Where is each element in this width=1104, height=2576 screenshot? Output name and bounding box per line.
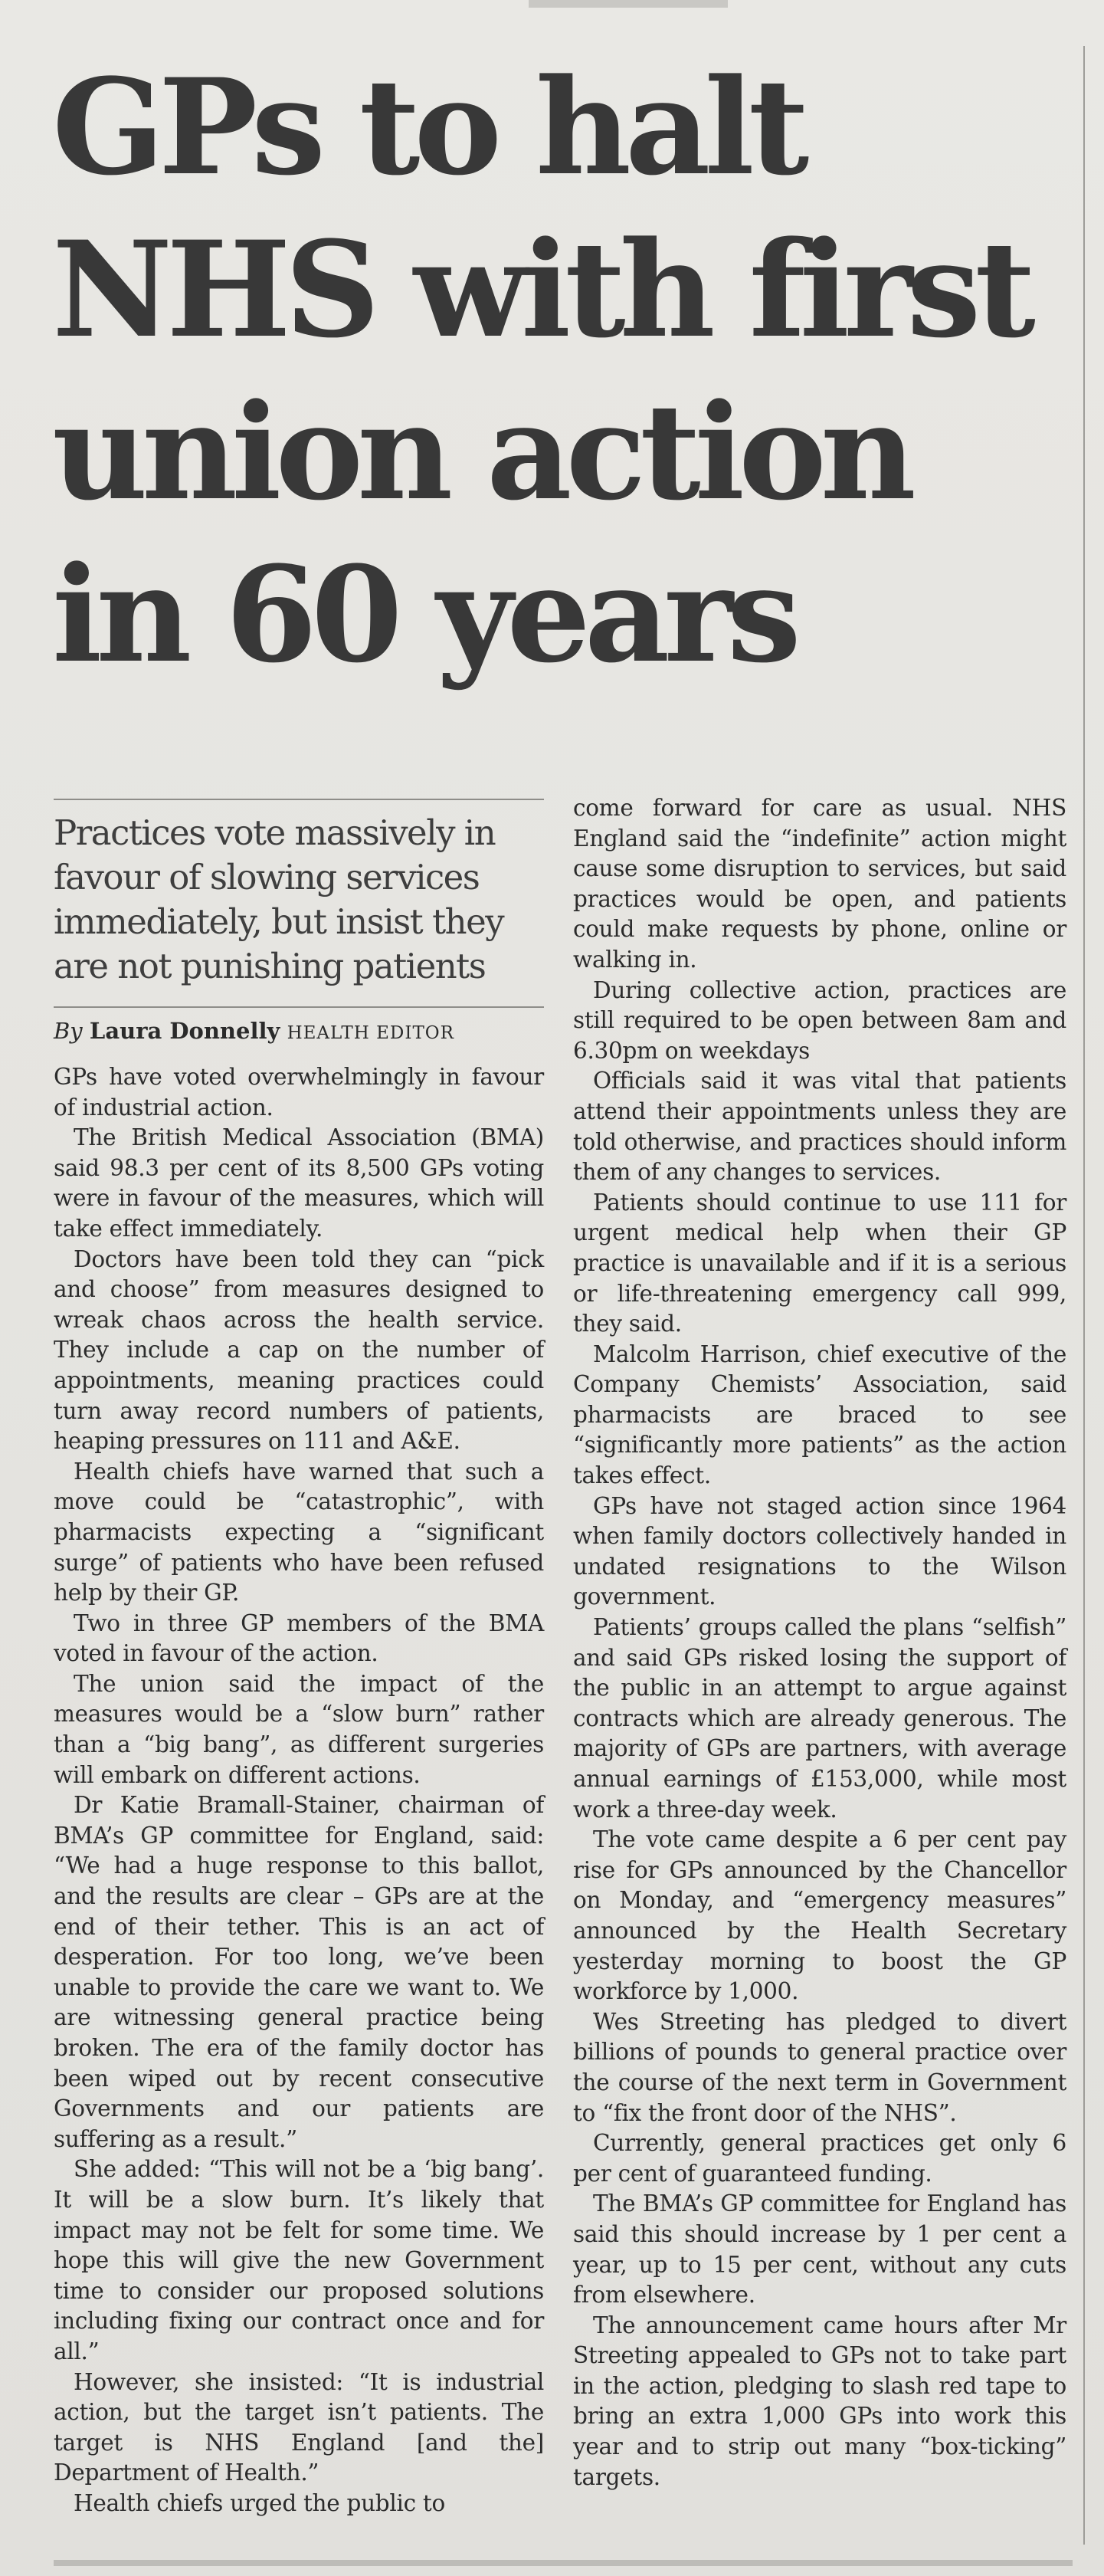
headline bbox=[52, 46, 1071, 696]
paragraph: Currently, general practices get only 6 per cent of guaranteed funding. bbox=[573, 2130, 1066, 2187]
article-column-2 bbox=[573, 793, 1066, 2492]
paragraph: The vote came despite a 6 per cent pay rise for GPs announced by the Chancellor on Monday, and “emergency measures” announced by the Health Secretary yesterday morning to boost the GP workforce by 1,000. bbox=[573, 1826, 1066, 2005]
column-edge-rule bbox=[1083, 46, 1085, 2545]
standfirst: Practices vote massively in favour of slowing services immediately, but insist they are not punishing patients bbox=[54, 812, 504, 986]
bottom-divider bbox=[54, 2560, 1073, 2566]
paragraph: Malcolm Harrison, chief executive of the Company Chemists’ Association, said pharmacists are braced to see “significantly more patients” as the action takes effect. bbox=[573, 1341, 1066, 1489]
byline bbox=[54, 1016, 552, 1048]
paragraph: Doctors have been told they can “pick and choose” from measures designed to wreak chaos across the health service. They include a cap on the number of appointments, meaning practices could turn away record numbers of patients, heaping pressures on 111 and A&E. bbox=[54, 1245, 544, 1455]
byline-role: HEALTH EDITOR bbox=[287, 1023, 454, 1043]
headline-line: union action bbox=[52, 374, 910, 530]
paragraph: Wes Streeting has pledged to divert billions of pounds to general practice over the course of the next term in Government to “fix the front door of the NHS”. bbox=[573, 2008, 1066, 2126]
paragraph: She added: “This will not be a ‘big bang’. It will be a slow burn. It’s likely that impact may not be felt for some time. We hope this will give the new Government time to consider our proposed solutions including fixing our contract once and for all.” bbox=[54, 2156, 544, 2364]
paragraph: The British Medical Association (BMA) said 98.3 per cent of its 8,500 GPs voting were in favour of the measures, which will take effect immediately. bbox=[54, 1124, 544, 1242]
paragraph: The union said the impact of the measures would be a “slow burn” rather than a “big bang”, as different surgeries will embark on different actions. bbox=[54, 1670, 544, 1788]
headline-line: in 60 years bbox=[52, 537, 795, 692]
paragraph: Patients should continue to use 111 for urgent medical help when their GP practice is unavailable and if it is a serious or life-threatening emergency call 999, they said. bbox=[573, 1189, 1066, 1337]
paragraph: GPs have not staged action since 1964 when family doctors collectively handed in undated resignations to the Wilson government. bbox=[573, 1492, 1066, 1610]
paragraph: However, she insisted: “It is industrial action, but the target isn’t patients. The target is NHS England [and the] Department of Health.” bbox=[54, 2368, 544, 2486]
standfirst-divider-bottom bbox=[54, 1006, 544, 1008]
paragraph: come forward for care as usual. NHS England said the “indefinite” action might cause some disruption to services, but said practices would be open, and patients could make requests by phone, online or walking in. bbox=[573, 795, 1066, 973]
byline-prefix: By bbox=[54, 1018, 83, 1044]
paragraph: Two in three GP members of the BMA voted in favour of the action. bbox=[54, 1610, 544, 1667]
paragraph: Health chiefs have warned that such a move could be “catastrophic”, with pharmacists expecting a “significant surge” of patients who have been refused help by their GP. bbox=[54, 1458, 544, 1606]
torn-top-edge bbox=[529, 0, 728, 8]
paragraph: During collective action, practices are still required to be open between 8am and 6.30pm on weekdays bbox=[573, 976, 1066, 1064]
headline-line: NHS with first bbox=[52, 212, 1030, 367]
paragraph: Dr Katie Bramall-Stainer, chairman of BMA’s GP committee for England, said: “We had a huge response to this ballot, and the results are clear – GPs are at the end of their tether. This is an act of desperation. For too long, we’ve been unable to provide the care we want to. We are witnessing general practice being broken. The era of the family doctor has been wiped out by recent consecutive Governments and our patients are suffering as a result.” bbox=[54, 1792, 544, 2152]
paragraph: The announcement came hours after Mr Streeting appealed to GPs not to take part in the action, pledging to slash red tape to bring an extra 1,000 GPs into work this year and to strip out many “box-ticking” targets. bbox=[573, 2312, 1066, 2490]
article-column-1 bbox=[54, 1062, 544, 2519]
paragraph: Officials said it was vital that patients attend their appointments unless they are told otherwise, and practices should inform them of any changes to services. bbox=[573, 1068, 1066, 1186]
standfirst-divider-top bbox=[54, 799, 544, 800]
paragraph: The BMA’s GP committee for England has said this should increase by 1 per cent a year, up to 15 per cent, without any cuts from elsewhere. bbox=[573, 2190, 1066, 2309]
paragraph: Patients’ groups called the plans “selfish” and said GPs risked losing the support of the public in an attempt to argue against contracts which are already generous. The majority of GPs are partners, with average annual earnings of £153,000, while most work a three-day week. bbox=[573, 1614, 1066, 1823]
byline-author: Laura Donnelly bbox=[89, 1018, 280, 1044]
paragraph: Health chiefs urged the public to bbox=[74, 2489, 445, 2516]
paragraph: GPs have voted overwhelmingly in favour of industrial action. bbox=[54, 1064, 544, 1121]
headline-line: GPs to halt bbox=[52, 49, 804, 205]
